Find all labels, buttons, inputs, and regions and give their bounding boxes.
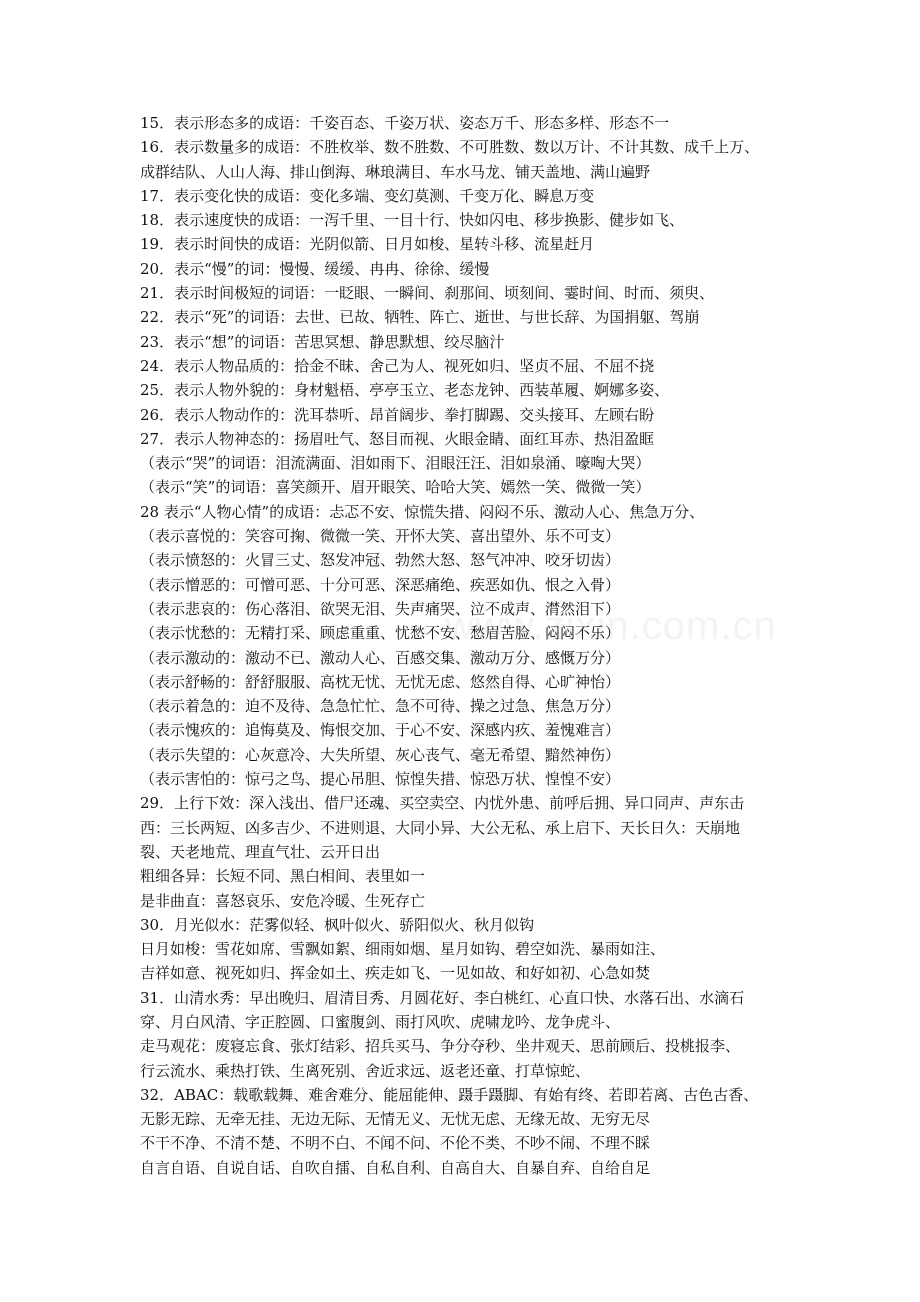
text-line: 走马观花：废寝忘食、张灯结彩、招兵买马、争分夺秒、坐井观天、思前顾后、投桃报李、 xyxy=(140,1037,741,1056)
text-line: 15．表示形态多的成语：千姿百态、千姿万状、姿态万千、形态多样、形态不一 xyxy=(140,114,670,132)
text-line: 23．表示“想”的词语：苦思冥想、静思默想、绞尽脑汁 xyxy=(140,332,505,351)
text-line: （表示喜悦的：笑容可掬、微微一笑、开怀大笑、喜出望外、乐不可支） xyxy=(140,527,621,546)
text-line: （表示忧愁的：无精打采、顾虑重重、忧愁不安、愁眉苦脸、闷闷不乐） xyxy=(140,624,621,643)
text-line: （表示激动的：激动不已、激动人心、百感交集、激动万分、感慨万分） xyxy=(140,648,621,667)
text-line: 21．表示时间极短的词语：一眨眼、一瞬间、刹那间、顷刻间、霎时间、时而、须臾、 xyxy=(140,284,715,303)
text-line: 28 表示“人物心情”的成语：忐忑不安、惊慌失措、闷闷不乐、激动人心、焦急万分、 xyxy=(140,502,705,521)
idiom-list xyxy=(140,111,800,1180)
text-line: （表示“哭”的词语：泪流满面、泪如雨下、泪眼汪汪、泪如泉涌、嚎啕大哭） xyxy=(140,454,651,473)
text-line: （表示愧疚的：追悔莫及、悔恨交加、于心不安、深感内疚、羞愧难言） xyxy=(140,721,621,740)
text-line: 粗细各异：长短不同、黑白相间、表里如一 xyxy=(140,867,426,886)
text-line: （表示憎恶的：可憎可恶、十分可恶、深恶痛绝、疾恶如仇、恨之入骨） xyxy=(140,575,621,594)
text-line: 日月如梭：雪花如席、雪飘如絮、细雨如烟、星月如钩、碧空如洗、暴雨如注、 xyxy=(140,940,666,959)
text-line: 裂、天老地荒、理直气壮、云开日出 xyxy=(140,842,381,861)
text-line: 18．表示速度快的成语：一泻千里、一目十行、快如闪电、移步换影、健步如飞、 xyxy=(140,211,685,230)
text-line: 成群结队、人山人海、排山倒海、琳琅满目、车水马龙、铺天盖地、满山遍野 xyxy=(140,162,651,181)
text-line: 不干不净、不清不楚、不明不白、不闻不问、不伦不类、不吵不闹、不理不睬 xyxy=(140,1134,651,1153)
text-line: 29．上行下效：深入浅出、借尸还魂、买空卖空、内忧外患、前呼后拥、异口同声、声东击 xyxy=(140,794,745,813)
text-line: （表示害怕的：惊弓之鸟、提心吊胆、惊惶失措、惊恐万状、惶惶不安） xyxy=(140,770,621,789)
text-line: 20．表示“慢”的词：慢慢、缓缓、冉冉、徐徐、缓慢 xyxy=(140,259,490,278)
text-line: 行云流水、乘热打铁、生离死别、舍近求远、返老还童、打草惊蛇、 xyxy=(140,1061,591,1080)
text-line: 自言自语、自说自话、自吹自擂、自私自利、自高自大、自暴自弃、自给自足 xyxy=(140,1158,651,1177)
text-line: 16．表示数量多的成语：不胜枚举、数不胜数、不可胜数、数以万计、不计其数、成千上万、 xyxy=(140,138,760,157)
text-line: 无影无踪、无牵无挂、无边无际、无情无义、无忧无虑、无缘无故、无穷无尽 xyxy=(140,1110,651,1129)
text-line: 32．ABAC：载歌载舞、难舍难分、能屈能伸、蹑手蹑脚、有始有终、若即若离、古色古香、 xyxy=(140,1085,759,1104)
text-line: 穿、月白风清、字正腔圆、口蜜腹剑、雨打风吹、虎啸龙吟、龙争虎斗、 xyxy=(140,1012,621,1031)
text-line: （表示愤怒的：火冒三丈、怒发冲冠、勃然大怒、怒气冲冲、咬牙切齿） xyxy=(140,551,621,570)
text-line: （表示悲哀的：伤心落泪、欲哭无泪、失声痛哭、泣不成声、潸然泪下） xyxy=(140,599,621,618)
text-line: 31．山清水秀：早出晚归、眉清目秀、月圆花好、李白桃红、心直口快、水落石出、水滴石 xyxy=(140,988,745,1007)
text-line: 27．表示人物神态的：扬眉吐气、怒目而视、火眼金睛、面红耳赤、热泪盈眶 xyxy=(140,429,655,448)
text-line: （表示失望的：心灰意冷、大失所望、灰心丧气、毫无希望、黯然神伤） xyxy=(140,745,621,764)
text-line: 是非曲直：喜怒哀乐、安危冷暖、生死存亡 xyxy=(140,891,426,910)
text-line: 24．表示人物品质的：拾金不昧、舍己为人、视死如归、坚贞不屈、不屈不挠 xyxy=(140,356,655,375)
text-line: （表示着急的：迫不及待、急急忙忙、急不可待、操之过急、焦急万分） xyxy=(140,697,621,716)
text-line: 17．表示变化快的成语：变化多端、变幻莫测、千变万化、瞬息万变 xyxy=(140,186,595,205)
text-line: 26．表示人物动作的：洗耳恭听、昂首阔步、拳打脚踢、交头接耳、左顾右盼 xyxy=(140,405,655,424)
text-line: 22．表示“死”的词语：去世、已故、牺牲、阵亡、逝世、与世长辞、为国捐躯、驾崩 xyxy=(140,308,700,327)
text-line: 吉祥如意、视死如归、挥金如土、疾走如飞、一见如故、和好如初、心急如焚 xyxy=(140,964,651,983)
text-line: 25．表示人物外貌的：身材魁梧、亭亭玉立、老态龙钟、西装革履、婀娜多姿、 xyxy=(140,381,670,400)
text-line: 30．月光似水：茫雾似轻、枫叶似火、骄阳似火、秋月似钩 xyxy=(140,915,535,934)
text-line: 19．表示时间快的成语：光阴似箭、日月如梭、星转斗移、流星赶月 xyxy=(140,235,595,254)
text-line: 西：三长两短、凶多吉少、不进则退、大同小异、大公无私、承上启下、天长日久：天崩地 xyxy=(140,818,741,837)
text-line: （表示“笑”的词语：喜笑颜开、眉开眼笑、哈哈大笑、嫣然一笑、微微一笑） xyxy=(140,478,651,497)
text-line: （表示舒畅的：舒舒服服、高枕无忧、无忧无虑、悠然自得、心旷神怡） xyxy=(140,672,621,691)
